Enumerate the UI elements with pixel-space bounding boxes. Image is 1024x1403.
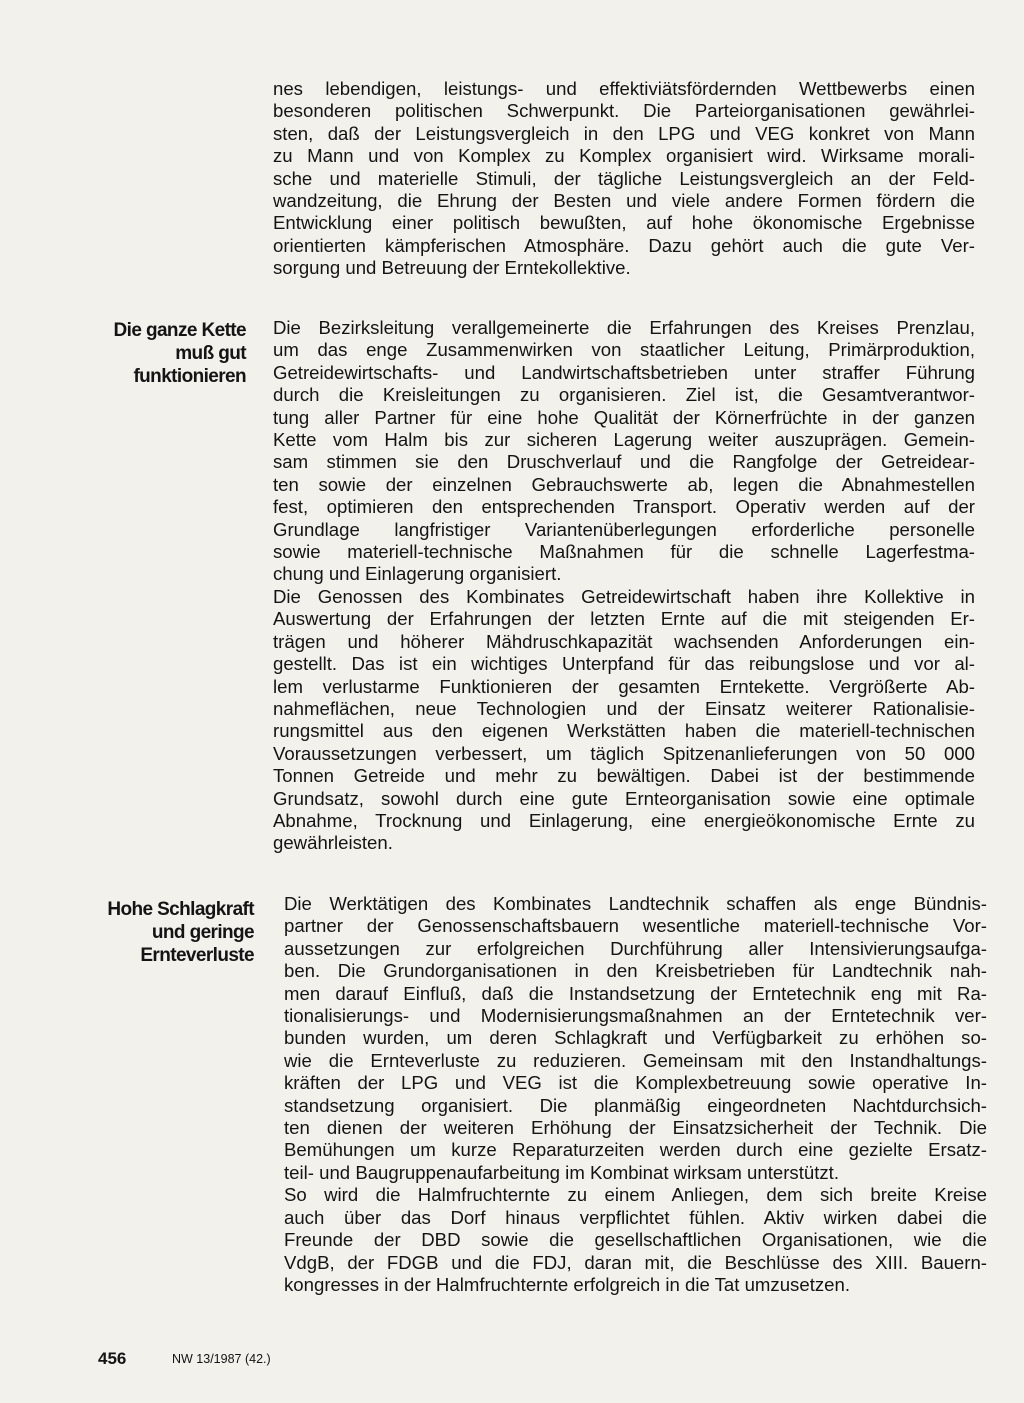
- text-line: zu Mann und von Komplex zu Komplex organisiert wird. Wirksame morali-: [273, 145, 975, 167]
- text-line: tionalisierungs- und Modernisierungsmaßnahmen an der Erntetechnik ver-: [284, 1005, 987, 1027]
- text-line: Bemühungen um kurze Reparaturzeiten werden durch eine gezielte Ersatz-: [284, 1139, 987, 1161]
- text-line: men darauf Einfluß, daß die Instandsetzung der Erntetechnik eng mit Ra-: [284, 982, 987, 1004]
- text-line: Die Werktätigen des Kombinates Landtechnik schaffen als enge Bündnis-: [284, 893, 987, 914]
- text-line: Tonnen Getreide und mehr zu bewältigen. Dabei ist der bestimmende: [273, 765, 975, 787]
- text-line: kräften der LPG und VEG ist die Komplexbetreuung sowie operative In-: [284, 1072, 987, 1094]
- text-line: rungsmittel aus den eigenen Werkstätten haben die materiell-technischen: [273, 720, 975, 742]
- text-line: auch über das Dorf hinaus verpflichtet fühlen. Aktiv wirken dabei die: [284, 1206, 987, 1228]
- text-line: bunden wurden, um deren Schlagkraft und Verfügbarkeit zu erhöhen so-: [284, 1027, 987, 1049]
- text-line: Freunde der DBD sowie die gesellschaftlichen Organisationen, wie die: [284, 1229, 987, 1251]
- text-line: Die Genossen des Kombinates Getreidewirtschaft haben ihre Kollektive in: [273, 585, 975, 607]
- side-heading-line: Hohe Schlagkraft: [107, 899, 254, 920]
- text-line: sche und materielle Stimuli, der tägliche Leistungsvergleich an der Feld-: [273, 167, 975, 189]
- intro-paragraph: [273, 78, 975, 280]
- text-line: nahmeflächen, neue Technologien und der Einsatz weiterer Rationalisie-: [273, 697, 975, 719]
- page-number: 456: [98, 1349, 127, 1368]
- text-line: standsetzung organisiert. Die planmäßig eingeordneten Nachtdurchsich-: [284, 1094, 987, 1116]
- issue-reference: NW 13/1987 (42.): [172, 1352, 271, 1366]
- side-heading-line: muß gut: [175, 343, 246, 364]
- text-line: Entwicklung einer politisch bewußten, auf hohe ökonomische Ergebnisse: [273, 212, 975, 234]
- text-line: fest, optimieren den entsprechenden Transport. Operativ werden auf der: [273, 496, 975, 518]
- side-heading-line: funktionieren: [133, 366, 246, 387]
- text-line: Abnahme, Trocknung und Einlagerung, eine energieökonomische Ernte zu: [273, 809, 975, 831]
- text-line: wandzeitung, die Ehrung der Besten und viele andere Formen fördern die: [273, 190, 975, 212]
- text-line: teil- und Baugruppenaufarbeitung im Kombinat wirksam unterstützt.: [284, 1161, 840, 1183]
- text-line: um das enge Zusammenwirken von staatlicher Leitung, Primärproduktion,: [273, 339, 975, 361]
- text-line: gewährleisten.: [273, 832, 393, 854]
- text-line: Kette vom Halm bis zur sicheren Lagerung weiter auszuprägen. Gemein-: [273, 429, 975, 451]
- text-line: So wird die Halmfruchternte zu einem Anliegen, dem sich breite Kreise: [284, 1184, 987, 1206]
- text-line: Grundsatz, sowohl durch eine gute Ernteorganisation sowie eine optimale: [273, 787, 975, 809]
- text-line: durch die Kreisleitungen zu organisieren. Ziel ist, die Gesamtverantwor-: [273, 384, 975, 406]
- text-line: ten sowie der einzelnen Gebrauchswerte ab, legen die Abnahmestellen: [273, 473, 975, 495]
- text-line: chung und Einlagerung organisiert.: [273, 563, 562, 585]
- side-heading-kette: [92, 319, 246, 388]
- text-line: besonderen politischen Schwerpunkt. Die Parteiorganisationen gewährlei-: [273, 100, 975, 122]
- text-line: Grundlage langfristiger Variantenüberlegungen erforderliche personelle: [273, 518, 975, 540]
- text-line: wie die Ernteverluste zu reduzieren. Gemeinsam mit den Instandhaltungs-: [284, 1049, 987, 1071]
- text-line: ten dienen der weiteren Erhöhung der Einsatzsicherheit der Technik. Die: [284, 1117, 987, 1139]
- side-heading-schlagkraft: [90, 898, 254, 967]
- text-line: Auswertung der Erfahrungen der letzten Ernte auf die mit steigenden Er-: [273, 608, 975, 630]
- text-line: sorgung und Betreuung der Erntekollektive.: [273, 257, 631, 279]
- text-line: partner der Genossenschaftsbauern wesentliche materiell-technische Vor-: [284, 915, 987, 937]
- kette-paragraph: [273, 317, 975, 855]
- text-line: Die Bezirksleitung verallgemeinerte die Erfahrungen des Kreises Prenzlau,: [273, 317, 975, 338]
- text-line: Getreidewirtschafts- und Landwirtschaftsbetrieben unter straffer Führung: [273, 361, 975, 383]
- text-line: VdgB, der FDGB und die FDJ, daran mit, die Beschlüsse des XIII. Bauern-: [284, 1251, 987, 1273]
- text-line: orientierten kämpferischen Atmosphäre. Dazu gehört auch die gute Ver-: [273, 234, 975, 256]
- text-line: sam stimmen sie den Druschverlauf und die Rangfolge der Getreidear-: [273, 451, 975, 473]
- text-line: kongresses in der Halmfruchternte erfolgreich in die Tat umzusetzen.: [284, 1273, 851, 1295]
- text-line: Voraussetzungen verbessert, um täglich Spitzenanlieferungen von 50 000: [273, 742, 975, 764]
- text-line: aussetzungen zur erfolgreichen Durchführung aller Intensivierungsaufga-: [284, 937, 987, 959]
- text-line: nes lebendigen, leistungs- und effektiviätsfördernden Wettbewerbs einen: [273, 78, 975, 99]
- text-line: lem verlustarme Funktionieren der gesamten Erntekette. Vergrößerte Ab-: [273, 675, 975, 697]
- schlagkraft-paragraph: [284, 893, 987, 1296]
- text-line: tung aller Partner für eine hohe Qualität der Körnerfrüchte in der ganzen: [273, 406, 975, 428]
- side-heading-line: und geringe: [151, 922, 254, 943]
- side-heading-line: Ernteverluste: [140, 945, 254, 966]
- text-line: gestellt. Das ist ein wichtiges Unterpfand für das reibungslose und vor al-: [273, 653, 975, 675]
- side-heading-line: Die ganze Kette: [113, 320, 246, 341]
- text-line: sowie materiell-technische Maßnahmen für die schnelle Lagerfestma-: [273, 541, 975, 563]
- text-line: ben. Die Grundorganisationen in den Kreisbetrieben für Landtechnik nah-: [284, 960, 987, 982]
- text-line: trägen und höherer Mähdruschkapazität wachsenden Anforderungen ein-: [273, 630, 975, 652]
- text-line: sten, daß der Leistungsvergleich in den LPG und VEG konkret von Mann: [273, 122, 975, 144]
